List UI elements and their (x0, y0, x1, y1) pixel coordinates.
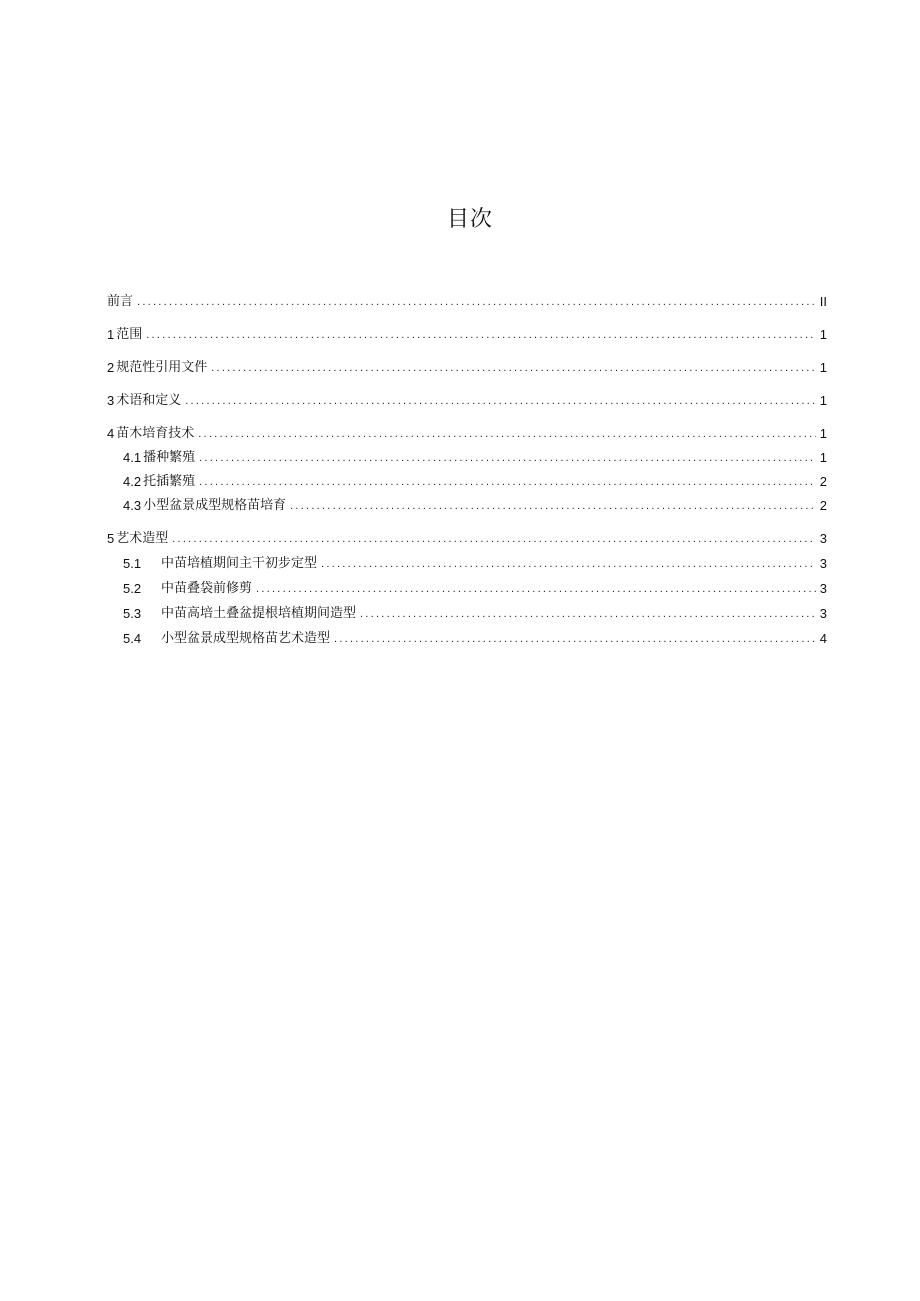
toc-entry-1[interactable] (107, 325, 827, 343)
toc-entry-label: 术语和定义 (116, 393, 182, 408)
toc-page-number: 3 (819, 556, 827, 571)
toc-page-number: II (819, 294, 827, 309)
toc-leader-dots (290, 500, 816, 514)
toc-leader-dots (360, 608, 816, 622)
toc-entry-label: 范围 (116, 327, 143, 342)
toc-leader-dots (185, 395, 816, 409)
toc-leader-dots (137, 296, 816, 310)
toc-leader-dots (172, 533, 816, 547)
toc-entry-5-4[interactable] (123, 629, 827, 647)
toc-entry-number: 1 (107, 327, 115, 342)
toc-entry-number: 5.3 (123, 606, 142, 621)
toc-entry-label: 小型盆景成型规格苗艺术造型 (161, 631, 331, 646)
toc-page-number: 1 (819, 360, 827, 375)
toc-page-number: 1 (819, 450, 827, 465)
toc-entry-label: 小型盆景成型规格苗培育 (143, 498, 287, 513)
toc-entry-number: 5.2 (123, 581, 142, 596)
toc-leader-dots (146, 329, 816, 343)
toc-page-number: 2 (819, 498, 827, 513)
toc-entry-label: 中苗叠袋前修剪 (161, 581, 253, 596)
toc-entry-3[interactable] (107, 391, 827, 409)
toc-leader-dots (198, 428, 816, 442)
toc-entry-4[interactable] (107, 424, 827, 442)
toc-entry-5-2[interactable] (123, 579, 827, 597)
toc-page-number: 1 (819, 426, 827, 441)
toc-leader-dots (334, 633, 816, 647)
toc-entry-5-1[interactable] (123, 554, 827, 572)
toc-entry-number: 2 (107, 360, 115, 375)
toc-entry-label: 艺术造型 (116, 531, 169, 546)
toc-page-number: 2 (819, 474, 827, 489)
toc-entry-4-2[interactable] (123, 472, 827, 490)
toc-leader-dots (199, 452, 816, 466)
toc-entry-number: 4.2 (123, 474, 142, 489)
toc-title: 目次 (446, 207, 493, 232)
toc-entry-number: 5 (107, 531, 115, 546)
toc-entry-number: 4.3 (123, 498, 142, 513)
toc-entry-number: 5.4 (123, 631, 142, 646)
toc-entry-label: 播种繁殖 (143, 450, 196, 465)
toc-entry-4-1[interactable] (123, 448, 827, 466)
toc-leader-dots (321, 558, 816, 572)
toc-entry-label: 前言 (107, 294, 134, 309)
toc-entry-number: 5.1 (123, 556, 142, 571)
toc-entry-label: 托插繁殖 (143, 474, 196, 489)
toc-entry-number: 3 (107, 393, 115, 408)
toc-leader-dots (199, 476, 816, 490)
toc-page-number: 1 (819, 327, 827, 342)
toc-entry-label: 中苗培植期间主干初步定型 (161, 556, 318, 571)
toc-page-number: 1 (819, 393, 827, 408)
toc-entry-5-3[interactable] (123, 604, 827, 622)
toc-page-number: 3 (819, 581, 827, 596)
toc-page-number: 3 (819, 531, 827, 546)
toc-entry-label: 规范性引用文件 (116, 360, 208, 375)
toc-entry-4-3[interactable] (123, 496, 827, 514)
toc-page-number: 4 (819, 631, 827, 646)
toc-leader-dots (211, 362, 816, 376)
toc-entry-foreword[interactable] (107, 292, 827, 310)
toc-entry-number: 4.1 (123, 450, 142, 465)
toc-entry-label: 苗木培育技术 (116, 426, 195, 441)
toc-page-number: 3 (819, 606, 827, 621)
toc-entry-5[interactable] (107, 529, 827, 547)
toc-entry-2[interactable] (107, 358, 827, 376)
toc-leader-dots (256, 583, 816, 597)
toc-entry-number: 4 (107, 426, 115, 441)
toc-entry-label: 中苗高培土叠盆提根培植期间造型 (161, 606, 357, 621)
